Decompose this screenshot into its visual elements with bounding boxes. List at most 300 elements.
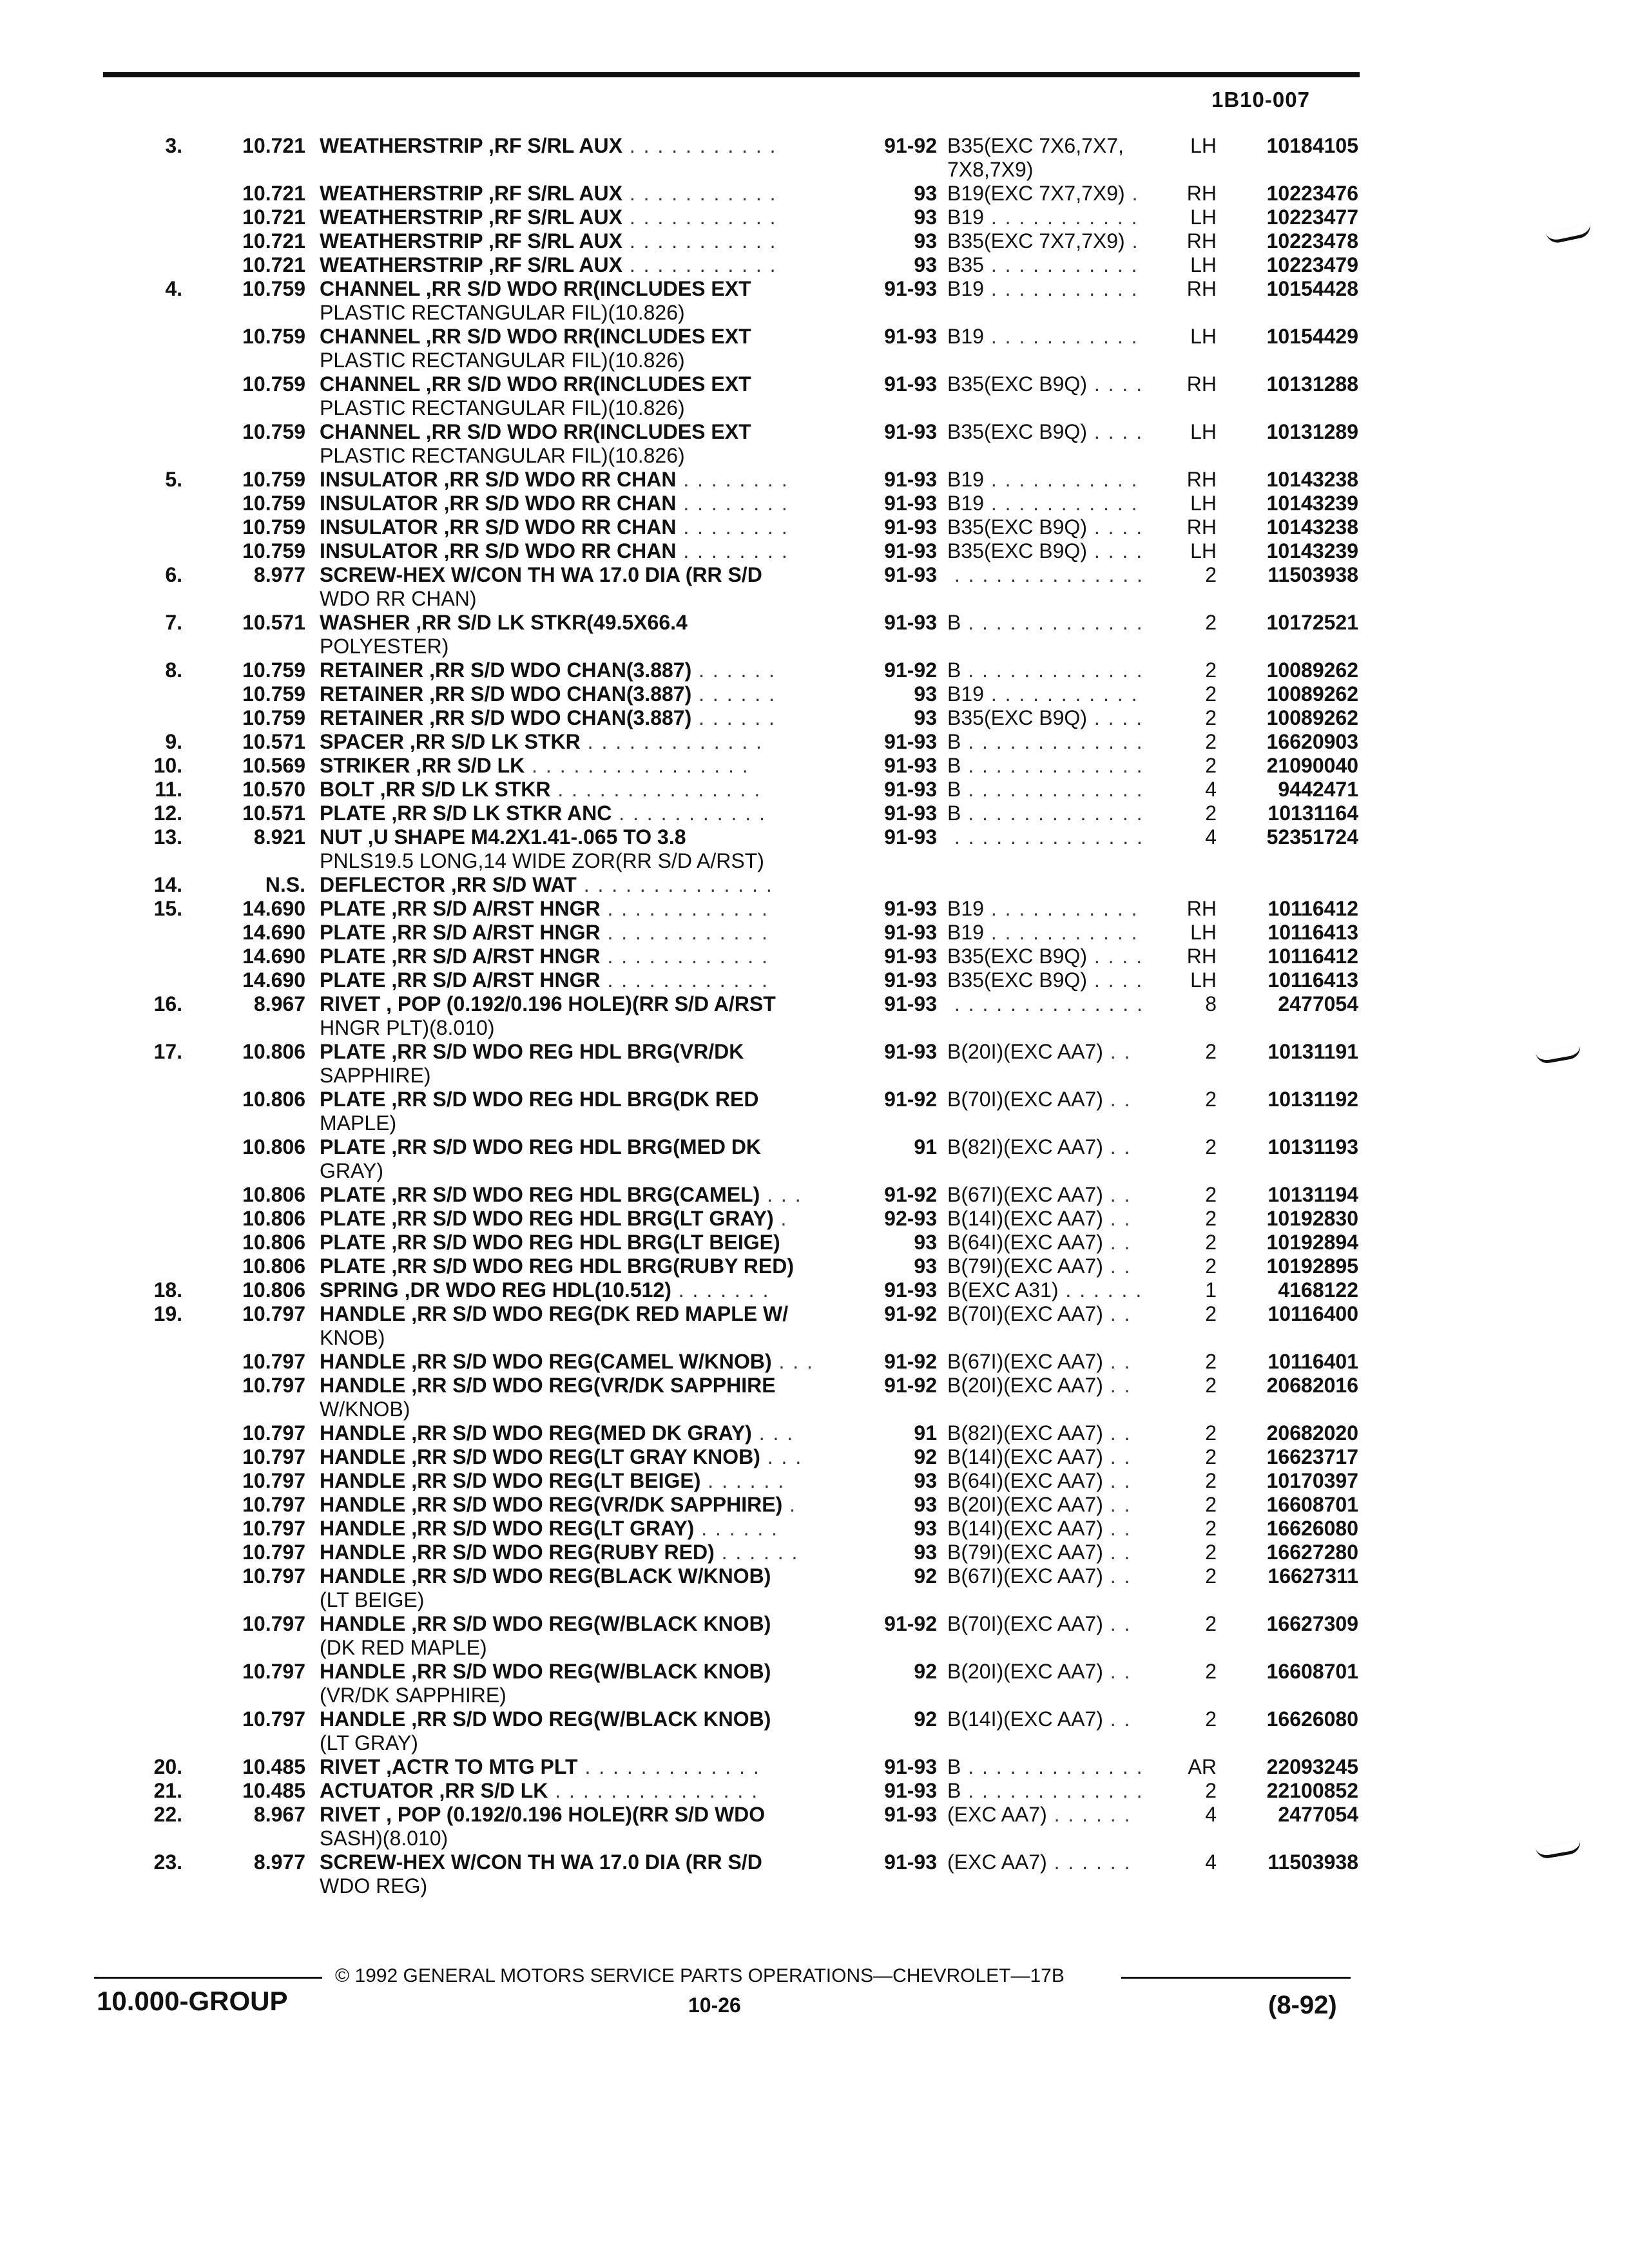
item-number: 18. <box>153 1278 182 1302</box>
illustration-code: 10.797 <box>242 1302 305 1325</box>
part-description-text: RIVET ,ACTR TO MTG PLT <box>320 1755 578 1778</box>
part-description-text: PLATE ,RR S/D WDO REG HDL BRG(MED DK <box>320 1135 762 1158</box>
parts-row <box>0 1755 1629 1779</box>
quantity: LH <box>1190 420 1217 443</box>
dot-leader: . . . . <box>1086 968 1144 992</box>
part-description <box>320 1421 849 1445</box>
part-description <box>320 1803 849 1827</box>
dot-leader <box>794 1254 801 1278</box>
dot-leader: . . . . . . <box>691 682 776 706</box>
body-style-code <box>947 754 1166 778</box>
body-style-code <box>947 1302 1166 1326</box>
part-description <box>320 1183 849 1207</box>
dot-leader: . . <box>1103 1135 1132 1158</box>
part-description-text: NUT ,U SHAPE M4.2X1.41-.065 TO 3.8 <box>320 825 686 849</box>
body-style-code <box>947 206 1166 229</box>
body-style-code-text: B(70I)(EXC AA7) <box>947 1088 1103 1111</box>
part-description-text: STRIKER ,RR S/D LK <box>320 754 525 777</box>
dot-leader: . . <box>1103 1564 1132 1588</box>
body-style-code-text: B35(EXC B9Q) <box>947 706 1087 729</box>
parts-row-continuation <box>0 1827 1629 1850</box>
parts-row-continuation <box>0 1636 1629 1660</box>
part-description-text: WEATHERSTRIP ,RF S/RL AUX <box>320 206 622 229</box>
part-description <box>320 182 849 206</box>
body-style-code <box>947 1612 1166 1636</box>
part-number: 10172521 <box>1266 611 1358 634</box>
part-description-text: RIVET , POP (0.192/0.196 HOLE)(RR S/D A/RST <box>320 992 776 1015</box>
illustration-code: 10.759 <box>242 539 305 562</box>
body-style-code <box>947 229 1166 253</box>
parts-row <box>0 1779 1629 1803</box>
parts-row <box>0 992 1629 1016</box>
body-style-code <box>947 1469 1166 1493</box>
body-style-code <box>947 563 1166 587</box>
quantity: 2 <box>1205 1517 1217 1540</box>
parts-row <box>0 730 1629 754</box>
illustration-code: 10.797 <box>242 1517 305 1540</box>
model-years: 91-93 <box>884 1278 937 1302</box>
quantity: 2 <box>1205 1350 1217 1373</box>
body-style-code-text: B35(EXC 7X7,7X9) <box>947 229 1125 253</box>
parts-row <box>0 873 1629 897</box>
parts-row-continuation <box>0 158 1629 182</box>
parts-row <box>0 754 1629 778</box>
quantity: 4 <box>1205 1803 1217 1826</box>
illustration-code: 10.797 <box>242 1493 305 1516</box>
quantity: 2 <box>1205 706 1217 729</box>
part-description-continued: W/KNOB) <box>320 1398 410 1421</box>
model-years: 91-92 <box>884 1302 937 1325</box>
model-years: 91-92 <box>884 1612 937 1635</box>
dot-leader: . . . . . . . . . . . <box>983 921 1146 944</box>
parts-row <box>0 206 1629 229</box>
dot-leader: . . <box>1103 1469 1132 1492</box>
dot-leader: . . . <box>771 1350 814 1373</box>
part-number: 10116413 <box>1268 968 1358 992</box>
body-style-code-text: B35(EXC B9Q) <box>947 372 1087 396</box>
part-description <box>320 277 849 301</box>
part-description-text: HANDLE ,RR S/D WDO REG(CAMEL W/KNOB) <box>320 1350 772 1373</box>
quantity: 2 <box>1205 1207 1217 1230</box>
illustration-code: 10.806 <box>242 1088 305 1111</box>
body-style-code-text: B(64I)(EXC AA7) <box>947 1231 1103 1254</box>
dot-leader: . . . . . . . . <box>676 515 789 539</box>
dot-leader: . . . . . . . . <box>676 492 789 515</box>
dot-leader: . . . . . . . . . . . . . <box>961 802 1144 825</box>
illustration-code: 10.570 <box>242 778 305 801</box>
part-number: 10223478 <box>1266 229 1358 253</box>
part-number: 16620903 <box>1266 730 1358 753</box>
part-description <box>320 945 849 968</box>
illustration-code: 10.485 <box>242 1755 305 1778</box>
parts-row <box>0 1278 1629 1302</box>
parts-row-continuation <box>0 396 1629 420</box>
illustration-code: 8.967 <box>253 1803 305 1826</box>
body-style-code <box>947 1850 1166 1874</box>
model-years: 92 <box>914 1445 937 1468</box>
model-years: 91-93 <box>884 325 937 348</box>
part-number: 10143238 <box>1266 468 1358 491</box>
quantity: RH <box>1186 945 1217 968</box>
dot-leader: . . <box>1103 1350 1132 1373</box>
body-style-code <box>947 968 1166 992</box>
parts-row <box>0 1803 1629 1827</box>
body-style-code-text: B(79I)(EXC AA7) <box>947 1541 1103 1564</box>
illustration-code: 10.797 <box>242 1707 305 1731</box>
part-description-continued: (LT GRAY) <box>320 1731 418 1754</box>
parts-row <box>0 968 1629 992</box>
model-years: 91-93 <box>884 1040 937 1063</box>
part-description <box>320 1350 849 1374</box>
parts-row-continuation <box>0 587 1629 611</box>
body-style-code <box>947 182 1166 206</box>
model-years: 91-93 <box>884 1850 937 1874</box>
part-number: 10192830 <box>1266 1207 1358 1230</box>
footer-rule-left <box>94 1977 322 1979</box>
illustration-code: 10.721 <box>242 182 305 205</box>
part-description-text: PLATE ,RR S/D WDO REG HDL BRG(VR/DK <box>320 1040 744 1063</box>
page-code: 1B10-007 <box>1211 88 1310 111</box>
body-style-code <box>947 1207 1166 1231</box>
body-style-code-text: B <box>947 802 961 825</box>
body-style-code-text: B <box>947 730 961 753</box>
body-style-code-text: B35(EXC B9Q) <box>947 420 1087 443</box>
model-years: 91-92 <box>884 1350 937 1373</box>
part-number: 10143239 <box>1266 539 1358 562</box>
part-description <box>320 1517 849 1541</box>
quantity: 2 <box>1205 1135 1217 1158</box>
item-number: 20. <box>153 1755 182 1778</box>
dot-leader: . . <box>1103 1660 1132 1683</box>
part-description-continued: PLASTIC RECTANGULAR FIL)(10.826) <box>320 396 685 419</box>
illustration-code: 10.571 <box>242 730 305 753</box>
parts-row <box>0 468 1629 492</box>
quantity: LH <box>1190 539 1217 562</box>
part-description <box>320 778 849 802</box>
part-description-text: INSULATOR ,RR S/D WDO RR CHAN <box>320 492 677 515</box>
quantity: LH <box>1190 253 1217 276</box>
parts-row <box>0 563 1629 587</box>
part-description <box>320 1469 849 1493</box>
parts-row <box>0 682 1629 706</box>
illustration-code: 10.797 <box>242 1660 305 1683</box>
item-number: 14. <box>153 873 182 896</box>
part-description <box>320 1302 849 1326</box>
part-description <box>320 206 849 229</box>
item-number: 10. <box>153 754 182 777</box>
part-description-continued: WDO RR CHAN) <box>320 587 477 610</box>
dot-leader: . . . . . . . . <box>676 468 789 491</box>
dot-leader: . . . . <box>1086 420 1144 443</box>
part-description-continued: GRAY) <box>320 1159 383 1182</box>
quantity: 2 <box>1205 754 1217 777</box>
body-style-code-text: B <box>947 1779 961 1802</box>
body-style-code-text: B(70I)(EXC AA7) <box>947 1612 1103 1635</box>
quantity: LH <box>1190 968 1217 992</box>
part-number: 10131192 <box>1268 1088 1358 1111</box>
part-description <box>320 1541 849 1564</box>
parts-row <box>0 1040 1629 1064</box>
part-description <box>320 1707 849 1731</box>
illustration-code: 10.759 <box>242 492 305 515</box>
illustration-code: 10.806 <box>242 1135 305 1158</box>
quantity: 4 <box>1205 778 1217 801</box>
part-description-text: PLATE ,RR S/D WDO REG HDL BRG(DK RED <box>320 1088 759 1111</box>
part-number: 10116401 <box>1268 1350 1358 1373</box>
parts-row-continuation <box>0 1684 1629 1707</box>
parts-row <box>0 515 1629 539</box>
body-style-code-text: B19 <box>947 492 984 515</box>
model-years: 93 <box>914 253 937 276</box>
model-years: 93 <box>914 1541 937 1564</box>
item-number: 8. <box>165 658 182 682</box>
part-description <box>320 134 849 158</box>
part-number: 10131194 <box>1268 1183 1358 1206</box>
parts-row <box>0 658 1629 682</box>
model-years: 91-93 <box>884 730 937 753</box>
illustration-code: 10.721 <box>242 206 305 229</box>
illustration-code: 10.806 <box>242 1231 305 1254</box>
body-style-code-text: B19 <box>947 277 984 300</box>
part-number: 10223479 <box>1266 253 1358 276</box>
parts-row-continuation <box>0 1016 1629 1040</box>
dot-leader: . . . . . . . . . . . <box>983 897 1146 920</box>
part-description-text: PLATE ,RR S/D A/RST HNGR <box>320 968 601 992</box>
parts-row <box>0 492 1629 515</box>
part-description-text: DEFLECTOR ,RR S/D WAT <box>320 873 577 896</box>
part-description-text: PLATE ,RR S/D WDO REG HDL BRG(RUBY RED) <box>320 1254 795 1278</box>
illustration-code: 10.721 <box>242 253 305 276</box>
model-years: 93 <box>914 1231 937 1254</box>
model-years: 91-92 <box>884 1088 937 1111</box>
model-years: 93 <box>914 229 937 253</box>
part-description <box>320 1850 849 1874</box>
quantity: 2 <box>1205 1612 1217 1635</box>
parts-row-continuation <box>0 444 1629 468</box>
part-number: 16627280 <box>1266 1541 1358 1564</box>
body-style-code <box>947 1755 1166 1779</box>
dot-leader: . . . . . . . . . . . . <box>600 897 769 920</box>
dot-leader: . . . . . . . . . . . . . . . . <box>525 754 757 777</box>
body-style-code-text: B(79I)(EXC AA7) <box>947 1254 1103 1278</box>
model-years: 91-93 <box>884 563 937 586</box>
date-code: (8-92) <box>1268 1991 1337 2019</box>
part-description-text: HANDLE ,RR S/D WDO REG(DK RED MAPLE W/ <box>320 1302 789 1325</box>
body-style-code <box>947 802 1166 825</box>
body-style-code-text: B35 <box>947 253 984 276</box>
part-number: 10223477 <box>1266 206 1358 229</box>
illustration-code: 10.797 <box>242 1445 305 1468</box>
dot-leader: . . . . . . . . . . . <box>622 134 777 157</box>
quantity: 2 <box>1205 1374 1217 1397</box>
part-description-text: PLATE ,RR S/D LK STKR ANC <box>320 802 612 825</box>
quantity: 2 <box>1205 730 1217 753</box>
parts-row-continuation <box>0 1111 1629 1135</box>
body-style-code <box>947 1231 1166 1254</box>
body-style-code-text: B19 <box>947 325 984 348</box>
part-number: 16627309 <box>1266 1612 1358 1635</box>
model-years: 93 <box>914 1469 937 1492</box>
parts-row <box>0 1183 1629 1207</box>
part-description <box>320 1445 849 1469</box>
part-description-text: PLATE ,RR S/D WDO REG HDL BRG(CAMEL) <box>320 1183 760 1206</box>
model-years: 91-92 <box>884 1183 937 1206</box>
item-number: 9. <box>165 730 182 753</box>
group-label: 10.000-GROUP <box>97 1986 288 2016</box>
part-description <box>320 873 849 897</box>
part-description-text: PLATE ,RR S/D WDO REG HDL BRG(LT BEIGE) <box>320 1231 780 1254</box>
part-description-continued: POLYESTER) <box>320 635 449 658</box>
illustration-code: 10.806 <box>242 1278 305 1302</box>
part-description-text: ACTUATOR ,RR S/D LK <box>320 1779 548 1802</box>
model-years: 91-93 <box>884 778 937 801</box>
body-style-code-text: B35(EXC 7X6,7X7, <box>947 134 1124 157</box>
body-style-code-text: B(67I)(EXC AA7) <box>947 1183 1103 1206</box>
parts-row <box>0 1254 1629 1278</box>
dot-leader: . . . . . . . . . . . . . . <box>576 873 773 896</box>
dot-leader: . . . . . . . . . . . . . . . <box>550 778 762 801</box>
body-style-code-text: B19(EXC 7X7,7X9) <box>947 182 1125 205</box>
dot-leader: . . . . . . <box>1058 1278 1143 1302</box>
illustration-code: 10.759 <box>242 372 305 396</box>
parts-row-continuation <box>0 349 1629 372</box>
part-description-continued: WDO REG) <box>320 1874 428 1898</box>
part-description <box>320 1231 849 1254</box>
quantity: 2 <box>1205 1564 1217 1588</box>
part-description <box>320 1660 849 1684</box>
parts-row <box>0 1469 1629 1493</box>
item-number: 7. <box>165 611 182 634</box>
body-style-code-text: B35(EXC B9Q) <box>947 539 1087 562</box>
illustration-code: 14.690 <box>242 921 305 944</box>
part-description-text: HANDLE ,RR S/D WDO REG(LT GRAY KNOB) <box>320 1445 760 1468</box>
model-years: 91-93 <box>884 825 937 849</box>
quantity: 2 <box>1205 1302 1217 1325</box>
part-number: 10116412 <box>1268 897 1358 920</box>
quantity: RH <box>1186 277 1217 300</box>
model-years: 91 <box>914 1135 937 1158</box>
body-style-code-text: B <box>947 611 961 634</box>
model-years: 91-92 <box>884 1374 937 1397</box>
dot-leader: . . <box>1103 1493 1132 1516</box>
model-years: 92 <box>914 1660 937 1683</box>
part-description <box>320 754 849 778</box>
parts-row <box>0 611 1629 635</box>
illustration-code: 10.797 <box>242 1374 305 1397</box>
parts-row <box>0 253 1629 277</box>
body-style-code-text: B(20I)(EXC AA7) <box>947 1040 1103 1063</box>
model-years: 91-93 <box>884 897 937 920</box>
illustration-code: 10.721 <box>242 229 305 253</box>
part-description <box>320 921 849 945</box>
dot-leader: . . . . . . . . . . . . . . . <box>548 1779 766 1802</box>
illustration-code: 10.806 <box>242 1207 305 1230</box>
item-number: 13. <box>153 825 182 849</box>
body-style-code-text: B19 <box>947 206 984 229</box>
part-description <box>320 825 849 849</box>
part-description <box>320 515 849 539</box>
body-style-code <box>947 1660 1166 1684</box>
part-description-text: CHANNEL ,RR S/D WDO RR(INCLUDES EXT <box>320 277 751 300</box>
dot-leader: . . . . . . <box>714 1541 799 1564</box>
quantity: 2 <box>1205 1088 1217 1111</box>
dot-leader: . . . . . . . . . . . <box>622 182 777 205</box>
quantity: 2 <box>1205 1660 1217 1683</box>
body-style-code-text: B(14I)(EXC AA7) <box>947 1517 1103 1540</box>
item-number: 19. <box>153 1302 182 1325</box>
dot-leader: . . . . . . <box>1046 1850 1139 1874</box>
dot-leader: . . . . <box>1086 515 1144 539</box>
model-years: 93 <box>914 682 937 706</box>
parts-row-continuation <box>0 635 1629 658</box>
model-years: 93 <box>914 706 937 729</box>
part-number: 10143239 <box>1266 492 1358 515</box>
dot-leader: . . . . . . . . . . . . . . <box>947 563 1144 586</box>
dot-leader: . . . . . . . . . . . <box>612 802 766 825</box>
body-style-code <box>947 1445 1166 1469</box>
part-number: 10131288 <box>1266 372 1358 396</box>
dot-leader: . . <box>1103 1183 1132 1206</box>
model-years: 91-93 <box>884 921 937 944</box>
parts-row <box>0 372 1629 396</box>
body-style-code <box>947 1541 1166 1564</box>
body-style-code <box>947 1803 1166 1827</box>
dot-leader: . . . . . . . . . . . <box>983 325 1146 348</box>
dot-leader: . . . . . . . . . . . . <box>600 921 769 944</box>
part-description-text: INSULATOR ,RR S/D WDO RR CHAN <box>320 468 677 491</box>
dot-leader: . . . . . . . . . . . . . <box>961 1779 1144 1802</box>
part-number: 16608701 <box>1266 1493 1358 1516</box>
illustration-code: 10.571 <box>242 802 305 825</box>
parts-row <box>0 945 1629 968</box>
part-number: 10192895 <box>1266 1254 1358 1278</box>
dot-leader: . . . . . . . . . . . <box>983 468 1146 491</box>
body-style-code <box>947 468 1166 492</box>
quantity: 2 <box>1205 802 1217 825</box>
body-style-code <box>947 1088 1166 1111</box>
part-description-continued: PLASTIC RECTANGULAR FIL)(10.826) <box>320 444 685 467</box>
model-years: 91-93 <box>884 754 937 777</box>
part-number: 10089262 <box>1266 658 1358 682</box>
body-style-code <box>947 897 1166 921</box>
part-number: 52351724 <box>1266 825 1358 849</box>
item-number: 5. <box>165 468 182 491</box>
body-style-code-text: B(70I)(EXC AA7) <box>947 1302 1103 1325</box>
quantity: 2 <box>1205 1183 1217 1206</box>
body-style-code <box>947 1135 1166 1159</box>
part-description-text: CHANNEL ,RR S/D WDO RR(INCLUDES EXT <box>320 420 751 443</box>
part-description <box>320 1135 849 1159</box>
parts-row <box>0 1612 1629 1636</box>
dot-leader: . . <box>1103 1707 1132 1731</box>
part-number: 2477054 <box>1278 1803 1358 1826</box>
item-number: 22. <box>153 1803 182 1826</box>
item-number: 12. <box>153 802 182 825</box>
page-number: 10-26 <box>688 1994 741 2017</box>
part-description <box>320 730 849 754</box>
body-style-code <box>947 1707 1166 1731</box>
parts-row-continuation <box>0 1874 1629 1898</box>
quantity: 4 <box>1205 1850 1217 1874</box>
part-description-text: PLATE ,RR S/D A/RST HNGR <box>320 897 601 920</box>
parts-row <box>0 1707 1629 1731</box>
quantity: 2 <box>1205 1493 1217 1516</box>
part-number: 22100852 <box>1266 1779 1358 1802</box>
body-style-code-text: B(20I)(EXC AA7) <box>947 1660 1103 1683</box>
dot-leader: . <box>1124 182 1139 205</box>
illustration-code: 10.569 <box>242 754 305 777</box>
body-style-code <box>947 372 1166 396</box>
